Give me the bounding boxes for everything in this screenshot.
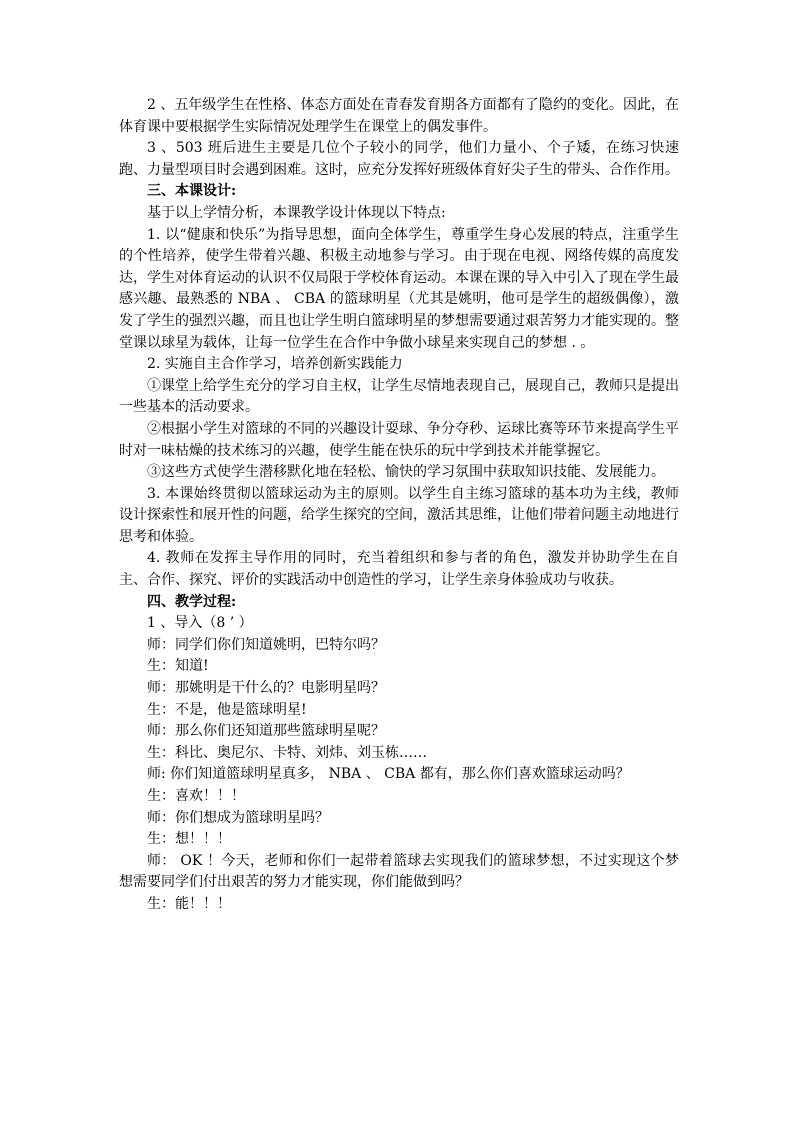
paragraph-design-point-2: 2. 实施自主合作学习，培养创新实践能力 (147, 356, 403, 373)
paragraph-design-point-2a: ①课堂上给学生充分的学习自主权，让学生尽情地表现自己，展现自己，教师只是提出一些基本的活动要求。 (119, 377, 679, 416)
dialogue-line: 师：那么你们还知道那些篮球明星呢？ (147, 723, 385, 740)
paragraph-design-intro: 基于以上学情分析，本课教学设计体现以下特点: (147, 204, 446, 221)
step-heading-introduction: 1 、导入（8 ’ ） (147, 615, 253, 632)
section-heading-teaching-process: 四、教学过程: (147, 593, 237, 610)
dialogue-line: 生：科比、奥尼尔、卡特、刘炜、刘玉栋…… (147, 744, 427, 761)
paragraph-design-point-4: 4. 教师在发挥主导作用的同时，充当着组织和参与者的角色，激发并协助学生在自主、合作、探究、评价的实践活动中创造性的学习，让学生亲身体验成功与收获。 (119, 550, 679, 589)
dialogue-line: 生：不是，他是篮球明星! (147, 701, 307, 718)
paragraph-design-point-3: 3. 本课始终贯彻以篮球运动为主的原则。以学生自主练习篮球的基本功为主线，教师设计探索性和展开性的问题，给学生探究的空间，激活其思维，让他们带着问题主动地进行思考和体验。 (119, 485, 679, 545)
paragraph-grade-five-changes: 2 、五年级学生在性格、体态方面处在青春发育期各方面都有了隐约的变化。因此，在体育课中要根据学生实际情况处理学生在课堂上的偶发事件。 (119, 97, 679, 135)
paragraph-design-point-1: 1. 以“健康和快乐”为指导思想，面向全体学生，尊重学生身心发展的特点，注重学生的个性培养，使学生带着兴趣、积极主动地参与学习。由于现在电视、网络传媒的高度发达，学生对体育运动的认识不仅局限于学校体育运动。本课在课的导入中引入了现在学生最感兴趣、最熟悉的 NBA 、 CBA 的篮球明星（尤其是姚明，他可是学生的超级偶像），激发了学生的强烈兴趣，而且也让学生明白篮球明星的梦想需要通过艰苦努力才能实现的。整堂课以球星为载体，让每一位学生在合作中争做小球星来实现自己的梦想 . 。 (119, 226, 679, 351)
dialogue-line: 师：那姚明是干什么的？电影明星吗？ (147, 680, 385, 697)
dialogue-line: 师：同学们你们知道姚明，巴特尔吗？ (147, 636, 385, 653)
dialogue-line: 生：喜欢！！！ (147, 788, 245, 804)
dialogue-line: 师: 你们知道篮球明星真多， NBA 、 CBA 都有，那么你们喜欢篮球运动吗？ (147, 766, 630, 783)
section-heading-course-design: 三、本课设计: (147, 183, 237, 200)
paragraph-design-point-2c: ③这些方式使学生潜移默化地在轻松、愉快的学习氛围中获取知识技能、发展能力。 (147, 464, 665, 481)
dialogue-line: 生：想！！！ (147, 831, 231, 848)
dialogue-line: 师： OK ！今天，老师和你们一起带着篮球去实现我们的篮球梦想，不过实现这个梦想需要同学们付出艰苦的努力才能实现，你们能做到吗？ (119, 852, 679, 891)
dialogue-line: 师：你们想成为篮球明星吗？ (147, 809, 329, 826)
paragraph-design-point-2b: ②根据小学生对篮球的不同的兴趣设计耍球、争分夺秒、运球比赛等环节来提高学生平时对一味枯燥的技术练习的兴趣，使学生能在快乐的玩中学到技术并能掌握它。 (119, 420, 679, 459)
dialogue-line: 生：能！！！ (147, 895, 231, 912)
paragraph-class-503-students: 3 、503 班后进生主要是几位个子较小的同学，他们力量小、个子矮，在练习快速跑、力量型项目时会遇到困难。这时，应充分发挥好班级体育好尖子生的带头、合作作用。 (119, 140, 679, 178)
dialogue-line: 生：知道! (147, 658, 209, 675)
document-page (119, 95, 679, 916)
